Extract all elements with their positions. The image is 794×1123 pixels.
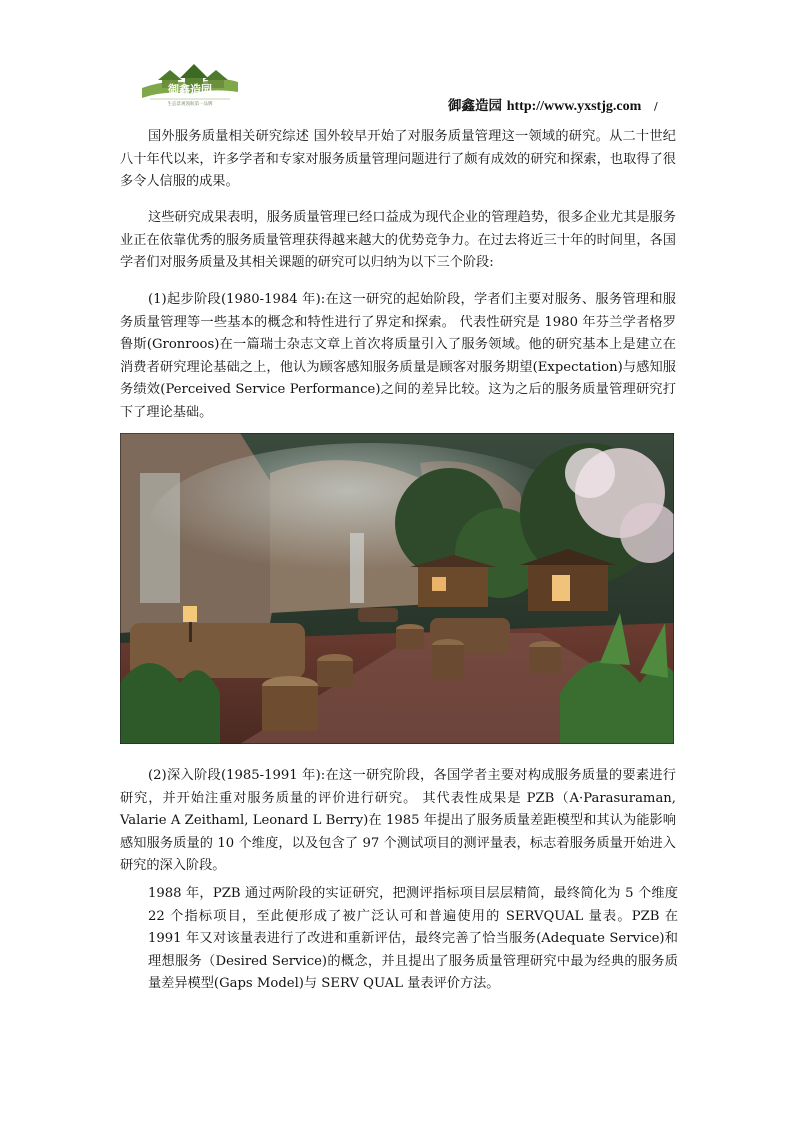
paragraph-stage-2: (2)深入阶段(1985-1991 年):在这一研究阶段，各国学者主要对构成服务质量的要素进行研究，并开始注重对服务质量的评价进行研究。 其代表性成果是 PZB（A·Parasuraman, Valarie A Zeithaml, Leonard L Berry)在 1985 年提出了服务质量差距模型和其认为能影响感知服务质量的 10 个维度，以及包含了 97 个测试项目的测评量表，标志着服务质量开始进入研究的深入阶段。 xyxy=(120,768,676,874)
logo-text: 御鑫造园 xyxy=(168,83,212,96)
brand-url[interactable]: http://www.yxstjg.com xyxy=(506,99,642,114)
paragraph-trend: 这些研究成果表明，服务质量管理已经口益成为现代企业的管理趋势，很多企业尤其是服务业正在依靠优秀的服务质量管理获得越来越大的优势竞争力。在过去将近三十年的时间里，各国学者们对服务质量及其相关课题的研究可以归纳为以下三个阶段: xyxy=(120,210,676,271)
brand-logo xyxy=(140,58,240,108)
garden-photo xyxy=(120,433,674,744)
logo-tagline: 生态景观领航第一品牌 xyxy=(167,102,213,107)
paragraph-servqual: 1988 年，PZB 通过两阶段的实证研究，把测评指标项目层层精简，最终简化为 5 个维度 22 个指标项目，至此便形成了被广泛认可和普遍使用的 SERVQUAL 量表。PZB 在 1991 年又对该量表进行了改进和重新评估，最终完善了恰当服务(Adequate Service)和理想服务（Desired Service)的概念，并且提出了服务质量管理研究中最为经典的服务质量差异模型(Gaps Model)与 SERV QUAL 量表评价方法。 xyxy=(148,886,678,992)
header-slash: / xyxy=(653,100,658,113)
header-brand xyxy=(448,94,658,115)
paragraph-stage-1: (1)起步阶段(1980-1984 年):在这一研究的起始阶段，学者们主要对服务、服务管理和服务质量管理等一些基本的概念和特性进行了界定和探索。 代表性研究是 1980 年芬兰学者格罗鲁斯(Gronroos)在一篇瑞士杂志文章上首次将质量引入了服务领域。他的研究基本上是建立在消费者研究理论基础之上，他认为顾客感知服务质量是顾客对服务期望(Expectation)与感知服务绩效(Perceived Service Performance)之间的差异比较。这为之后的服务质量管理研究打下了理论基础。 xyxy=(120,292,676,420)
brand-name: 御鑫造园 xyxy=(448,98,502,114)
paragraph-intro: 国外服务质量相关研究综述 国外较早开始了对服务质量管理这一领域的研究。从二十世纪八十年代以来，许多学者和专家对服务质量管理问题进行了颇有成效的研究和探索，也取得了很多令人信服的成果。 xyxy=(120,129,676,190)
